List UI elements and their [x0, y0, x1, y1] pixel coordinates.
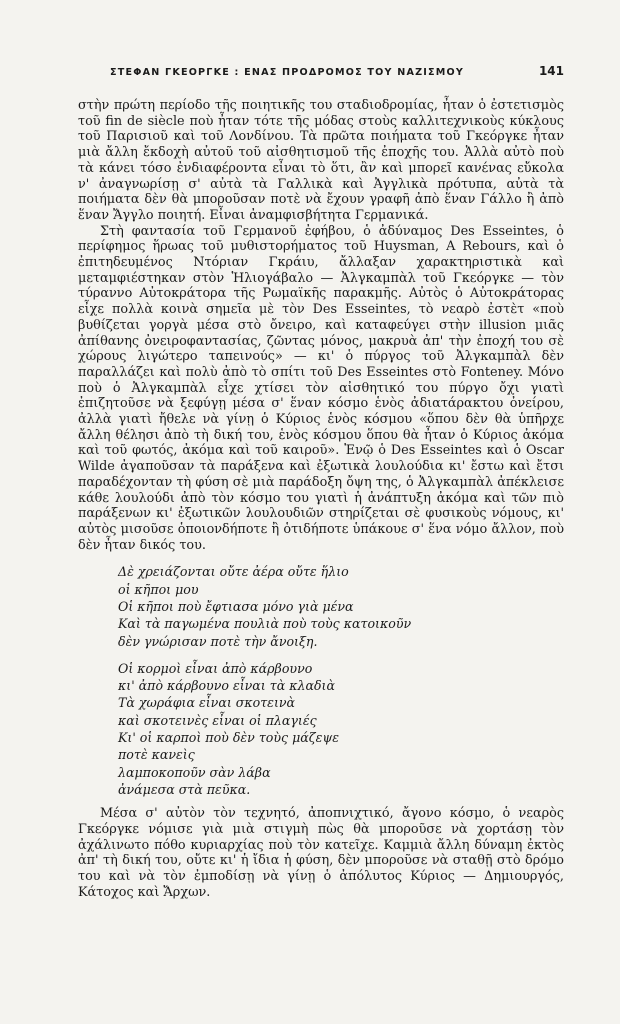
- poem-line: Καὶ τὰ παγωμένα πουλιὰ ποὺ τοὺς κατοικοῦν: [118, 616, 412, 632]
- poem-line: Τὰ χωράφια εἶναι σκοτεινὰ: [118, 695, 296, 711]
- poem-line: οἱ κῆποι μου: [118, 581, 199, 597]
- running-title: ΣΤΕΦΑΝ ΓΚΕΟΡΓΚΕ : ΕΝΑΣ ΠΡΟΔΡΟΜΟΣ ΤΟΥ ΝΑΖΙΣΜΟΥ: [110, 67, 465, 78]
- running-header: [78, 64, 564, 78]
- stanza-gap: [118, 650, 564, 660]
- paragraph-des-esseintes: Στὴ φαντασία τοῦ Γερμανοῦ ἐφήβου, ὁ ἀδύναμος Des Esseintes, ὁ περίφημος ἥρωας τοῦ μυθιστορήματος τοῦ Huysman, A Rebours, καὶ ὁ ἐπιτηδευμένος Ντόριαν Γκράιυ, ἄλλαξαν χαρακτηριστικὰ καὶ μεταμφιέστηκαν στὸν Ἡλιογάβαλο — Ἀλγκαμπὰλ τοῦ Γκεόργκε — τὸν τύραννο Αὐτοκράτορα τῆς Ρωμαϊκῆς παρακμῆς. Αὐτὸς ὁ Αὐτοκράτορας εἶχε πολλὰ κοινὰ σημεῖα μὲ τὸν Des Esseintes, τὸ νεαρὸ ἐστὲτ «ποὺ βυθίζεται γοργὰ μέσα στὸ ὄνειρο, καὶ καταφεύγει στὴν illusion μιᾶς ἀπίθανης ὀνειροφαντασίας, ζῶντας μόνος, μακρυὰ ἀπ' τὴν ἐποχή του σὲ χώρους λιγώτερο ταπεινούς» — κι' ὁ πύργος τοῦ Ἀλγκαμπὰλ δὲν παραλλάζει καὶ πολὺ ἀπὸ τὸ σπίτι τοῦ Des Esseintes στὸ Fonteney. Μόνο ποὺ ὁ Ἀλγκαμπὰλ εἶχε χτίσει τὸν αἰσθητικό του πύργο ὄχι γιατὶ ἐπιζητοῦσε νὰ ξεφύγῃ μέσα σ' ἕναν κόσμο ἑνὸς ἀδιατάρακτου ὀνείρου, ἀλλὰ γιατὶ ἤθελε νὰ γίνῃ ὁ Κύριος ἑνὸς κόσμου «ὅπου δὲν θὰ ὑπῆρχε ἄλλη θέλησι ἀπὸ τὴ δική του, ἑνὸς κόσμου ὅπου θὰ ἦταν ὁ Κύριος ἀκόμα καὶ τοῦ φωτός, ἀκόμα καὶ τοῦ καιροῦ». Ἐνῷ ὁ Des Esseintes καὶ ὁ Oscar Wilde ἀγαποῦσαν τὰ παράξενα καὶ ἐξωτικὰ λουλούδια κι' ἔστω καὶ ἔτσι παραδέχονταν τὴ φύση σὲ μιὰ παράδοξη ὄψη της, ὁ Ἀλγκαμπὰλ ἀπέκλεισε κάθε λουλούδι ἀπὸ τὸν κόσμο του γιατὶ ἡ ἀνάπτυξη ἀκόμα καὶ τῶν πιὸ παράξενων κι' ἐξωτικῶν λουλουδιῶν στηρίζεται σὲ φυσικοὺς νόμους, κι' αὐτὸς μισοῦσε ὁποιονδήποτε ἢ ὁτιδήποτε ὑπάκουε σ' ἕνα νόμο ἄλλον, ποὺ δὲν ἦταν δικός του.: [78, 223, 564, 553]
- paragraph-continued: στὴν πρώτη περίοδο τῆς ποιητικῆς του σταδιοδρομίας, ἦταν ὁ ἐστετισμὸς τοῦ fin de siècle ποὺ ἦταν τότε τῆς μόδας στοὺς καλλιτεχνικοὺς κύκλους τοῦ Παρισιοῦ καὶ τοῦ Λονδίνου. Τὰ πρῶτα ποιήματα τοῦ Γκεόργκε ἦταν μιὰ ἄλλη ἔκδοχὴ αὐτοῦ τοῦ αἰσθητισμοῦ τῆς ἐποχῆς του. Ἀλλὰ αὐτὸ ποὺ τὰ κάνει τόσο ἐνδιαφέροντα εἶναι τὸ ὅτι, ἂν καὶ μπορεῖ κανένας εὔκολα ν' ἀναγνωρίσῃ σ' αὐτὰ τὰ Γαλλικὰ καὶ Ἀγγλικὰ πρότυπα, αὐτὰ τὰ ποιήματα δὲν θὰ μποροῦσαν ποτὲ νὰ ἔχουν γραφῆ ἀπὸ ἕναν Γάλλο ἢ ἀπὸ ἕναν Ἄγγλο ποιητή. Εἶναι ἀναμφισβήτητα Γερμανικά.: [78, 98, 564, 223]
- poem-quote: [118, 563, 564, 798]
- poem-line: δὲν γνώρισαν ποτὲ τὴν ἄνοιξη.: [118, 633, 318, 649]
- poem-line: Οἱ κῆποι ποὺ ἔφτιασα μόνο γιὰ μένα: [118, 598, 354, 614]
- body-text: [78, 98, 564, 900]
- poem-line: Δὲ χρειάζονται οὔτε ἀέρα οὔτε ἥλιο: [118, 564, 349, 580]
- poem-line: λαμποκοποῦν σὰν λάβα: [118, 764, 271, 780]
- poem-line: Οἱ κορμοὶ εἶναι ἀπὸ κάρβουνο: [118, 660, 313, 676]
- poem-line: κι' ἀπὸ κάρβουνο εἶναι τὰ κλαδιὰ: [118, 678, 335, 694]
- paragraph-closing: Μέσα σ' αὐτὸν τὸν τεχνητό, ἀποπνιχτικό, ἄγονο κόσμο, ὁ νεαρὸς Γκεόργκε νόμισε γιὰ μιὰ στιγμὴ πὼς θὰ μποροῦσε νὰ χορτάσῃ τὸν ἀχάλινωτο πόθο κυριαρχίας ποὺ τὸν κατεῖχε. Καμμιὰ ἄλλη δύναμη ἐκτὸς ἀπ' τὴ δική του, οὔτε κι' ἡ ἴδια ἡ φύση, δὲν μποροῦσε νὰ σταθῇ στὸ δρόμο του καὶ νὰ τὸν ἐμποδίσῃ νὰ γίνῃ ὁ ἀπόλυτος Κύριος — Δημιουργός, Κάτοχος καὶ Ἄρχων.: [78, 806, 564, 900]
- poem-line: καὶ σκοτεινὲς εἶναι οἱ πλαγιές: [118, 712, 317, 728]
- page-number: 141: [538, 64, 564, 78]
- poem-line: ποτὲ κανεὶς: [118, 747, 195, 763]
- poem-line: ἀνάμεσα στὰ πεῦκα.: [118, 781, 251, 797]
- poem-line: Κι' οἱ καρποὶ ποὺ δὲν τοὺς μάζεψε: [118, 730, 339, 746]
